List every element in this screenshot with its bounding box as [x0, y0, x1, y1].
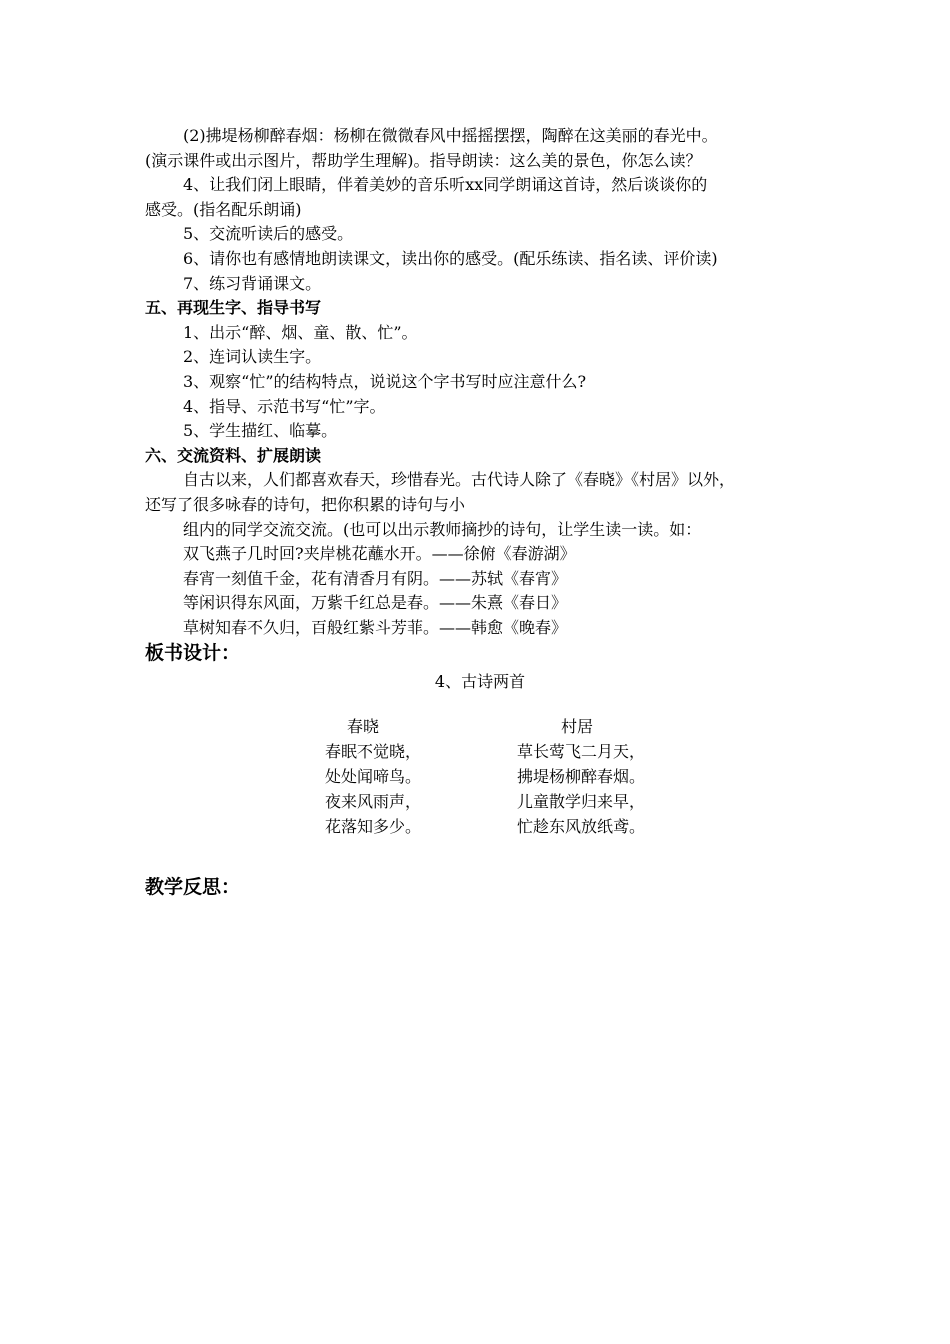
board-poems	[145, 714, 815, 864]
poem-quote: 春宵一刻值千金，花有清香月有阴。——苏轼《春宵》	[183, 568, 568, 588]
poem-title: 村居	[561, 717, 594, 737]
section-heading: 六、交流资料、扩展朗读	[145, 445, 322, 465]
text-line: 5、交流听读后的感受。	[183, 224, 354, 244]
board-title: 4、古诗两首	[434, 672, 526, 692]
list-item: 5、学生描红、临摹。	[183, 421, 338, 441]
poem-cunju	[517, 714, 645, 839]
reflection-heading: 教学反思：	[145, 876, 241, 898]
poem-line: 忙趁东风放纸鸢。	[517, 817, 646, 837]
text-line: 4、让我们闭上眼睛，伴着美妙的音乐听xx同学朗诵这首诗，然后谈谈你的	[183, 175, 708, 195]
list-item: 2、连词认读生字。	[183, 347, 322, 367]
poem-line: 儿童散学归来早，	[517, 792, 646, 812]
text-line: (演示课件或出示图片，帮助学生理解)。指导朗读：这么美的景色，你怎么读？	[145, 150, 702, 170]
text-line: 感受。(指名配乐朗诵)	[145, 199, 302, 219]
board-heading: 板书设计：	[145, 642, 241, 665]
text-line: 7、练习背诵课文。	[183, 273, 322, 293]
poem-quote: 等闲识得东风面，万紫千红总是春。——朱熹《春日》	[183, 593, 568, 613]
list-item: 4、指导、示范书写“忙”字。	[183, 396, 386, 416]
text-line: 组内的同学交流交流。(也可以出示教师摘抄的诗句，让学生读一读。如：	[183, 519, 702, 539]
section-heading: 五、再现生字、指导书写	[145, 298, 322, 318]
list-item: 3、观察“忙”的结构特点，说说这个字书写时应注意什么?	[183, 371, 587, 391]
poem-line: 拂堤杨柳醉春烟。	[517, 767, 646, 787]
document-body	[145, 124, 815, 864]
poem-line: 花落知多少。	[325, 817, 422, 837]
poem-chunxiao	[325, 714, 421, 839]
text-line: 还写了很多咏春的诗句，把你积累的诗句与小	[145, 494, 466, 514]
poem-quote: 草树知春不久归，百般红紫斗芳菲。——韩愈《晚春》	[183, 617, 568, 637]
text-line: 自古以来，人们都喜欢春天，珍惜春光。古代诗人除了《春晓》《村居》以外，	[183, 470, 736, 490]
poem-title: 春晓	[347, 717, 380, 737]
poem-line: 春眠不觉晓，	[325, 742, 422, 762]
poem-quote: 双飞燕子几时回?夹岸桃花蘸水开。——徐俯《春游湖》	[183, 544, 576, 564]
poem-line: 草长莺飞二月天，	[517, 742, 646, 762]
text-line: (2)拂堤杨柳醉春烟：杨柳在微微春风中摇摇摆摆，陶醉在这美丽的春光中。	[183, 126, 718, 145]
poem-line: 处处闻啼鸟。	[325, 767, 422, 787]
list-item: 1、出示“醉、烟、童、散、忙”。	[183, 322, 418, 342]
text-line: 6、请你也有感情地朗读课文，读出你的感受。(配乐练读、指名读、评价读)	[183, 248, 718, 268]
poem-line: 夜来风雨声，	[325, 792, 422, 812]
